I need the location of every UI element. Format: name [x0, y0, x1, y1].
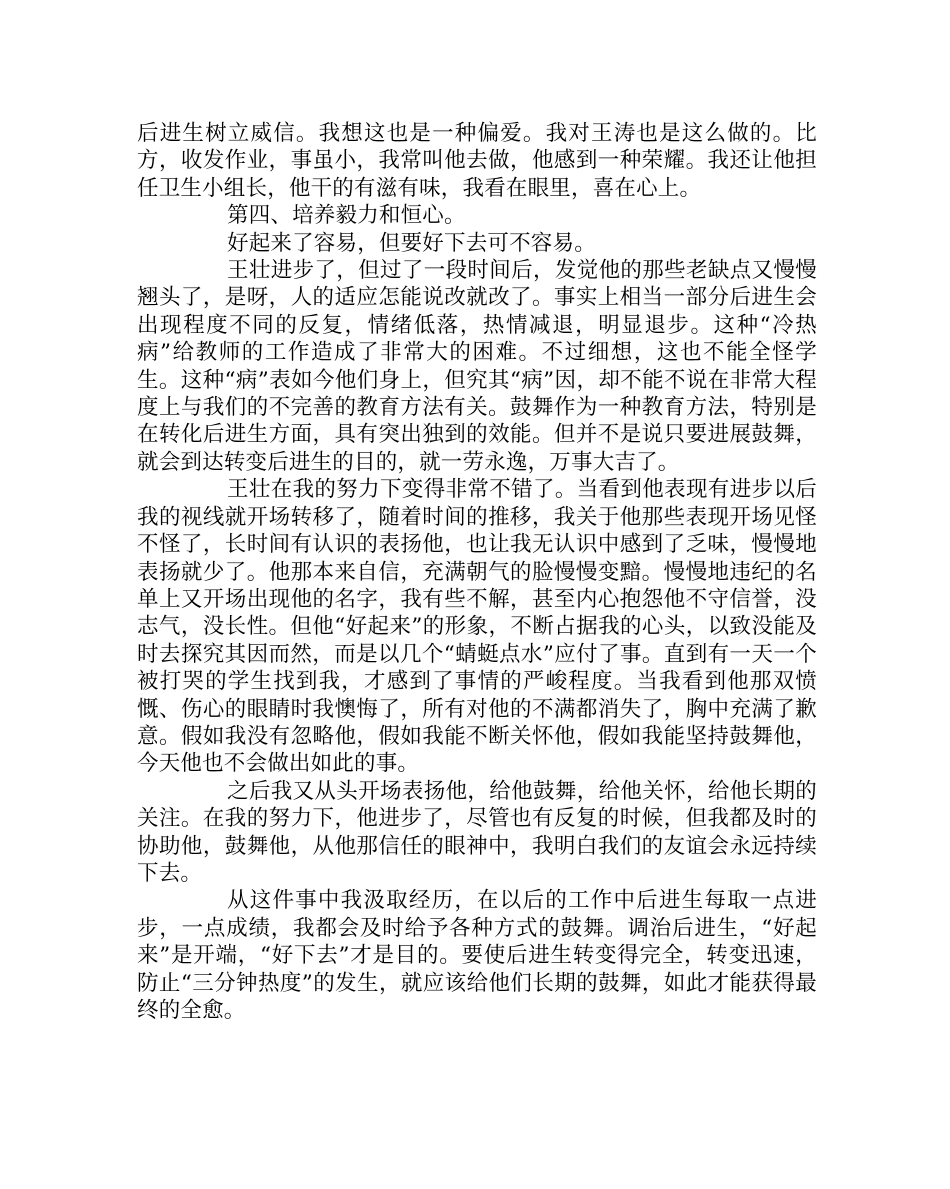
paragraph-1: 后进生树立威信。我想这也是一种偏爱。我对王涛也是这么做的。比方，收发作业，事虽小，我常叫他去做，他感到一种荣耀。我还让他担任卫生小组长，他干的有滋有味，我看在眼里，喜在心上。	[137, 121, 817, 201]
paragraph-5: 王壮在我的努力下变得非常不错了。当看到他表现有进步以后我的视线就开场转移了，随着时间的推移，我关于他那些表现开场见怪不怪了，长时间有认识的表扬他，也让我无认识中感到了乏味，慢慢地表扬就少了。他那本来自信，充满朝气的脸慢慢变黯。慢慢地违纪的名单上又开场出现他的名字，我有些不解，甚至内心抱怨他不守信誉，没志气，没长性。但他“好起来”的形象，不断占据我的心头，以致没能及时去探究其因而然，而是以几个“蜻蜓点水”应付了事。直到有一天一个被打哭的学生找到我，才感到了事情的严峻程度。当我看到他那双愤慨、伤心的眼睛时我懊悔了，所有对他的不满都消失了，胸中充满了歉意。假如我没有忽略他，假如我能不断关怀他，假如我能坚持鼓舞他，今天他也不会做出如此的事。	[137, 477, 817, 777]
paragraph-7: 从这件事中我汲取经历，在以后的工作中后进生每取一点进步，一点成绩，我都会及时给予各种方式的鼓舞。调治后进生，“好起来”是开端，“好下去”才是目的。要使后进生转变得完全，转变迅速，防止“三分钟热度”的发生，就应该给他们长期的鼓舞，如此才能获得最终的全愈。	[137, 888, 817, 1023]
paragraph-2-heading: 第四、培养毅力和恒心。	[227, 203, 466, 229]
paragraph-6: 之后我又从头开场表扬他，给他鼓舞，给他关怀，给他长期的关注。在我的努力下，他进步了，尽管也有反复的时候，但我都及时的协助他，鼓舞他，从他那信任的眼神中，我明白我们的友谊会永远持续下去。	[137, 778, 817, 886]
paragraph-3: 好起来了容易，但要好下去可不容易。	[227, 230, 596, 256]
body-text	[137, 120, 817, 1024]
paragraph-4: 王壮进步了，但过了一段时间后，发觉他的那些老缺点又慢慢翘头了，是呀，人的适应怎能说改就改了。事实上相当一部分后进生会出现程度不同的反复，情绪低落，热情减退，明显退步。这种“冷热病”给教师的工作造成了非常大的困难。不过细想，这也不能全怪学生。这种“病”表如今他们身上，但究其“病”因，却不能不说在非常大程度上与我们的不完善的教育方法有关。鼓舞作为一种教育方法，特别是在转化后进生方面，具有突出独到的效能。但并不是说只要进展鼓舞，就会到达转变后进生的目的，就一劳永逸，万事大吉了。	[137, 258, 817, 475]
